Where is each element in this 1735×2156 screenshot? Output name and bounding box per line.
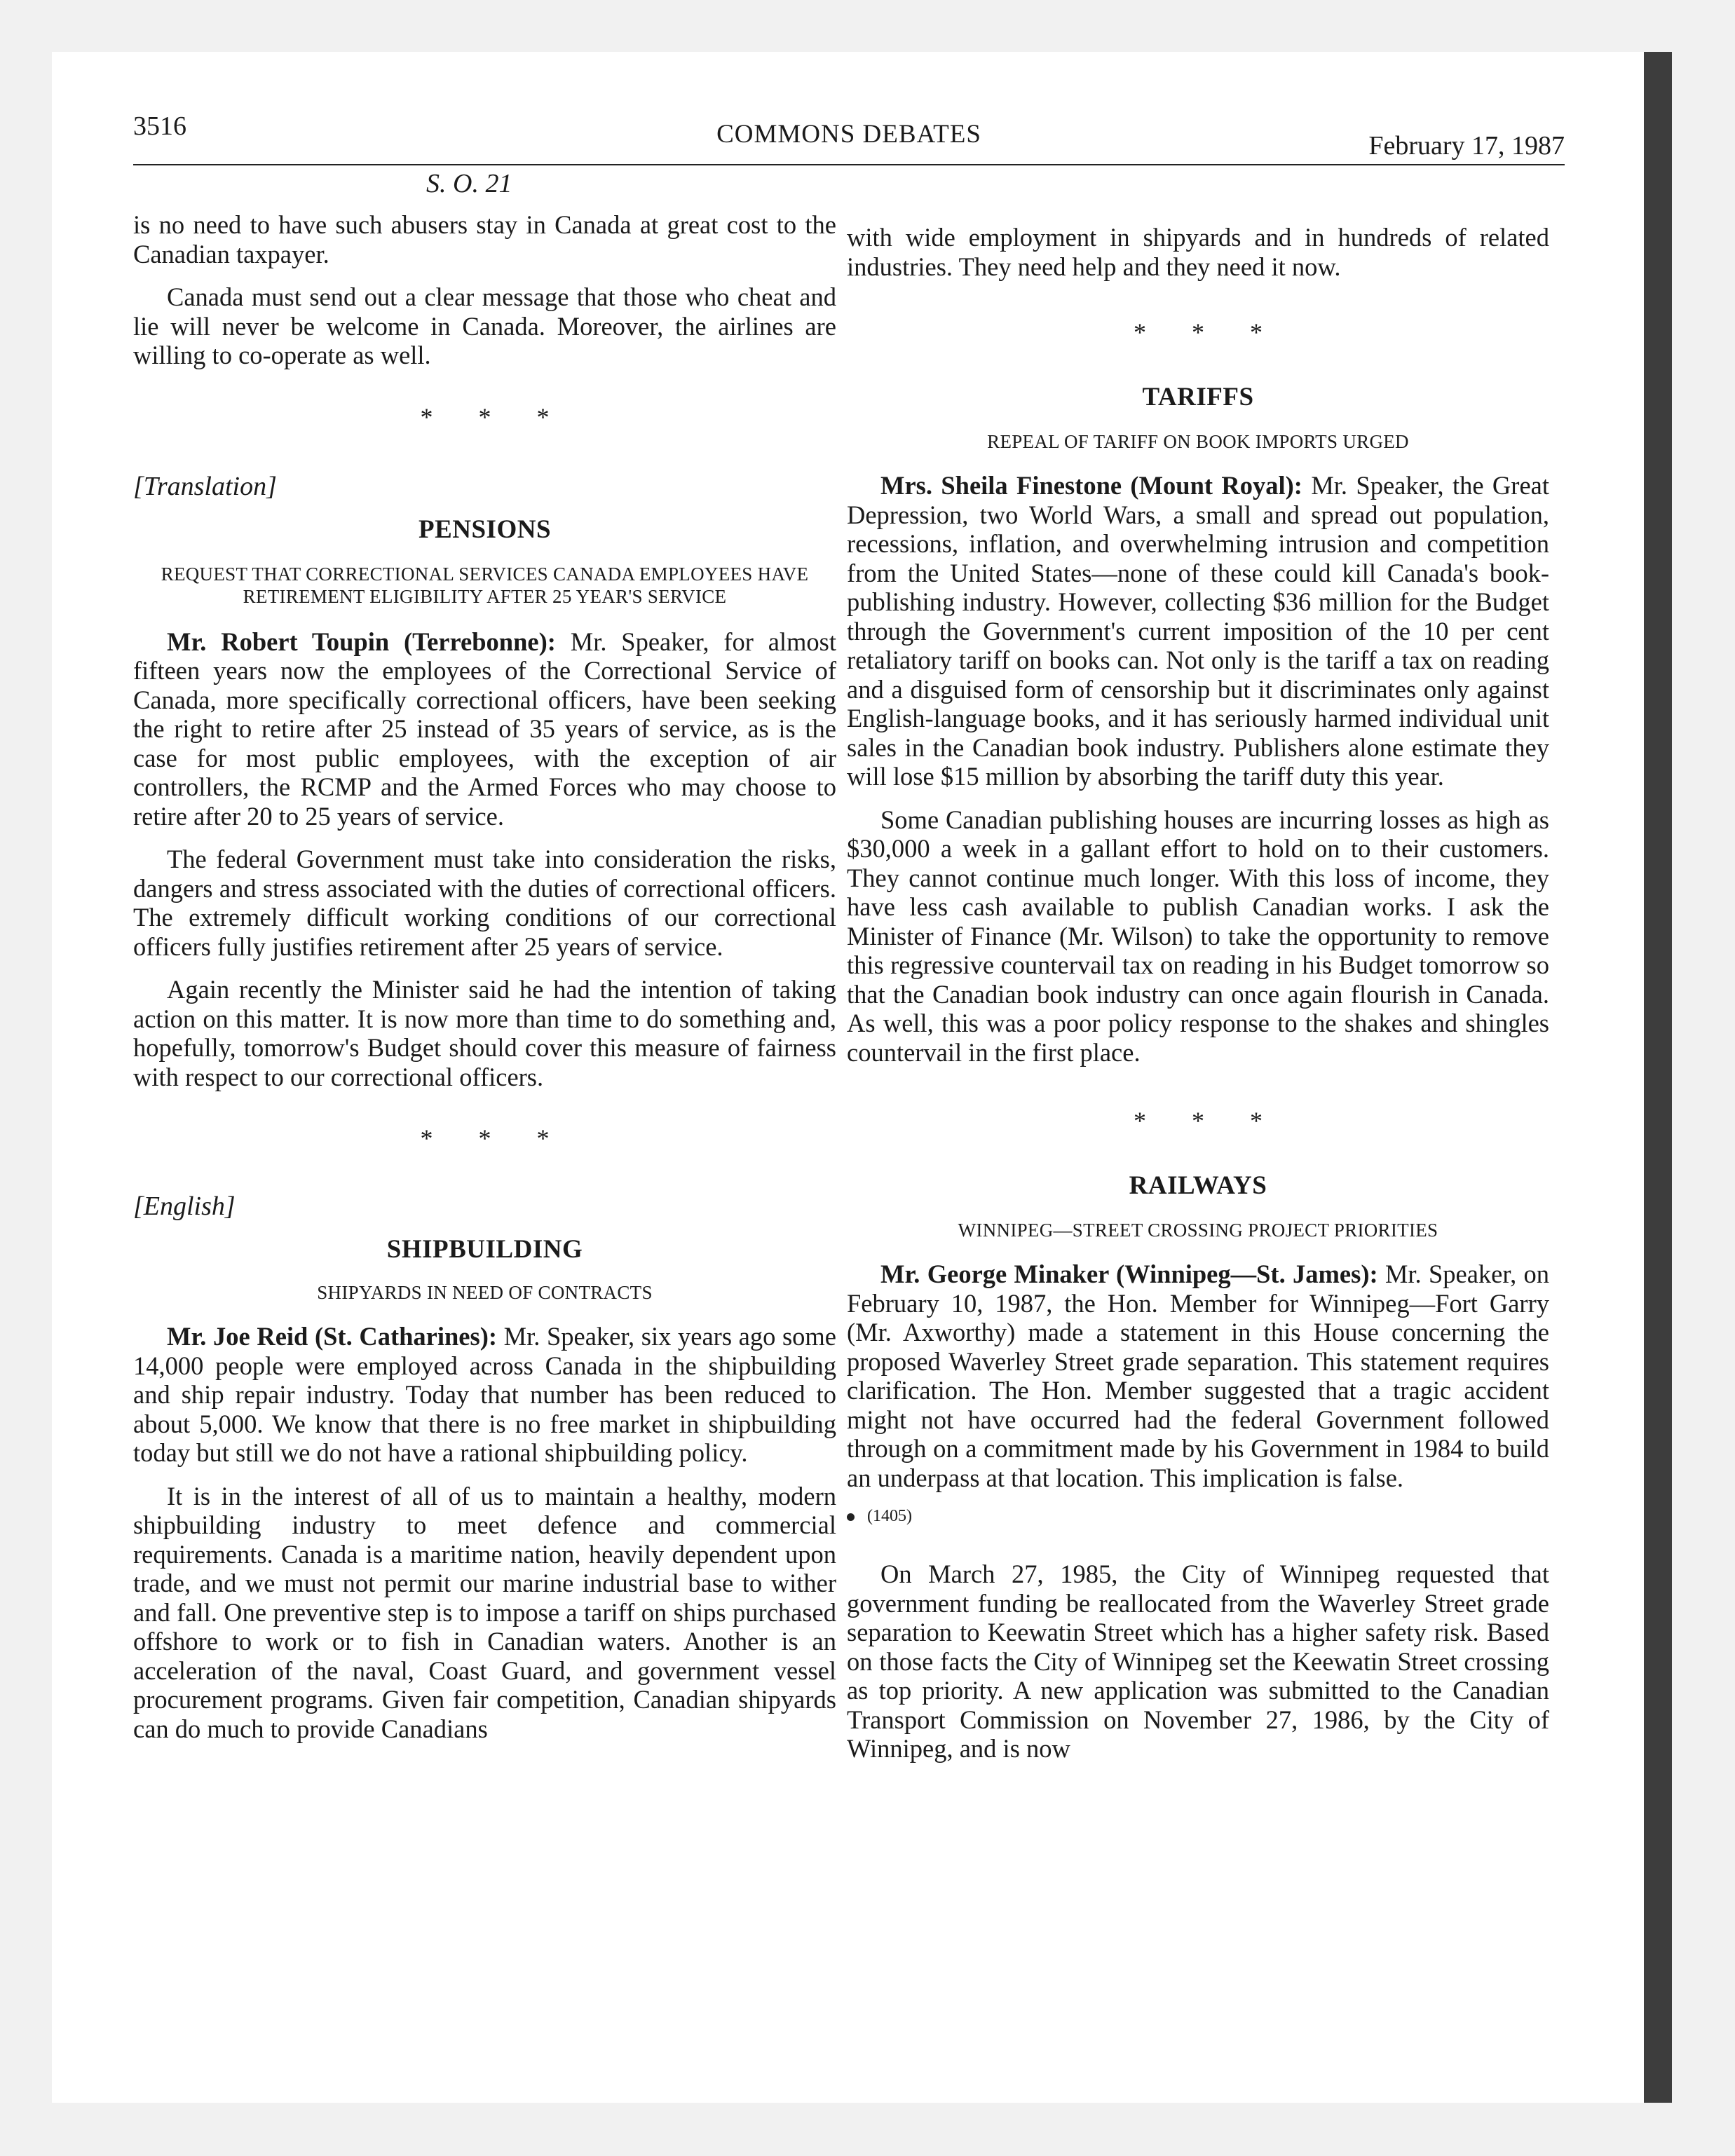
section-subheading: REPEAL OF TARIFF ON BOOK IMPORTS URGED [987, 431, 1409, 452]
speech-text: Mr. Speaker, on February 10, 1987, the Hon. Member for Winnipeg—Fort Garry (Mr. Axworthy) made a statement in this House concerning the proposed Waverley Street grade separation. This statement requires clarification. The Hon. Member suggested that a tragic accident might not have occurred had the federal Government followed through on a commitment made by his Government in 1984 to build an underpass at that location. This implication is false. [847, 1260, 1549, 1492]
section-marker: S. O. 21 [426, 169, 512, 198]
speaker-name: Mr. George Minaker (Winnipeg—St. James): [880, 1260, 1378, 1288]
paragraph: Some Canadian publishing houses are incurring losses as high as $30,000 a week in a gallant effort to hold on to their customers. They cannot continue much longer. With this loss of income, they have less cash available to publish Canadian works. I ask the Minister of Finance (Mr. Wilson) to take the opportunity to remove this regressive countervail tax on reading in his Budget tomorrow so that the Canadian book industry can once again flourish in Canada. As well, this was a poor policy response to the shakes and shingles countervail in the first place. [847, 805, 1549, 1067]
section-subheading: REQUEST THAT CORRECTIONAL SERVICES CANADA EMPLOYEES HAVE RETIREMENT ELIGIBILITY AFTER 25 YEAR'S SERVICE [161, 563, 809, 607]
speech-paragraph [133, 1322, 836, 1468]
paragraph: The federal Government must take into consideration the risks, dangers and stress associated with the duties of correctional officers. The extremely difficult working conditions of our correctional officers fully justifies retirement after 25 years of service. [133, 845, 836, 961]
paragraph: is no need to have such abusers stay in Canada at great cost to the Canadian taxpayer. [133, 210, 836, 268]
speech-text: Mr. Speaker, six years ago some 14,000 people were employed across Canada in the shipbuilding and ship repair industry. Today that number has been reduced to about 5,000. We know that there is no free market in shipbuilding today but still we do not have a rational shipbuilding policy. [133, 1322, 837, 1467]
paragraph: Canada must send out a clear message that those who cheat and lie will never be welcome in Canada. Moreover, the airlines are willing to co-operate as well. [133, 282, 836, 369]
bullet-dot-icon [847, 1513, 855, 1521]
header-rule [133, 164, 1565, 165]
speaker-name: Mr. Robert Toupin (Terrebonne): [167, 627, 556, 656]
speaker-name: Mrs. Sheila Finestone (Mount Royal): [880, 471, 1302, 500]
paragraph: Again recently the Minister said he had the intention of taking action on this matter. It is now more than time to do something and, hopefully, tomorrow's Budget should cover this measure of fairness with respect to our correctional officers. [133, 975, 836, 1091]
section-heading: SHIPBUILDING [386, 1235, 583, 1264]
paragraph: On March 27, 1985, the City of Winnipeg requested that government funding be reallocated from the Waverley Street grade separation to Keewatin Street which has a higher safety risk. Based on those facts the City of Winnipeg set the Keewatin Street crossing as top priority. A new application was submitted to the Canadian Transport Commission on November 27, 1986, by the City of Winnipeg, and is now [847, 1560, 1549, 1763]
right-column [847, 223, 1549, 1763]
language-marker: [English] [133, 1192, 236, 1221]
page-header [133, 105, 1565, 168]
speech-text: Mr. Speaker, the Great Depression, two World Wars, a small and spread out population, recessions, inflation, and overwhelming intrusion and competition from the United States—none of these could kill Canada's book-publishing industry. However, collecting $36 million for the Budget through the Government's current imposition of the 10 per cent retaliatory tariff on books can. Not only is the tariff a tax on reading and a disguised form of censorship but it discriminates only against English-language books, and it has seriously harmed individual unit sales in the Canadian book industry. Publishers alone estimate they will lose $15 million by absorbing the tariff duty this year. [847, 471, 1549, 791]
publication-title: COMMONS DEBATES [716, 120, 981, 149]
page-number: 3516 [133, 111, 186, 141]
paragraph: with wide employment in shipyards and in hundreds of related industries. They need help and they need it now. [847, 223, 1549, 281]
speech-paragraph [847, 1260, 1549, 1492]
scan-edge [1644, 52, 1672, 2103]
section-subheading: WINNIPEG—STREET CROSSING PROJECT PRIORITIES [958, 1220, 1438, 1241]
section-separator: * * * [420, 402, 569, 431]
speech-paragraph [847, 471, 1549, 791]
section-separator: * * * [1134, 1107, 1282, 1135]
section-heading: TARIFFS [1142, 383, 1254, 411]
section-heading: PENSIONS [418, 514, 552, 544]
language-marker: [Translation] [133, 471, 277, 501]
section-subheading: SHIPYARDS IN NEED OF CONTRACTS [317, 1282, 653, 1303]
page-date: February 17, 1987 [1368, 131, 1565, 161]
paragraph: It is in the interest of all of us to maintain a healthy, modern shipbuilding industry to meet defence and commercial requirements. Canada is a maritime nation, heavily dependent upon trade, and we must not permit our marine industrial base to wither and fall. One preventive step is to impose a tariff on ships purchased offshore to work or to fish in Canadian waters. Another is an acceleration of the naval, Coast Guard, and government vessel procurement programs. Given fair competition, Canadian shipyards can do much to provide Canadians [133, 1481, 836, 1743]
timestamp-text: (1405) [867, 1507, 912, 1525]
section-heading: RAILWAYS [1129, 1171, 1267, 1200]
speech-text: Mr. Speaker, for almost fifteen years now the employees of the Correctional Service of Canada, more specifically correctional officers, have been seeking the right to retire after 25 instead of 35 years of service, as is the case for most public employees, with the exception of air controllers, the RCMP and the Armed Forces who may choose to retire after 20 to 25 years of service. [133, 627, 837, 831]
left-column [133, 210, 836, 1743]
speech-paragraph [133, 627, 836, 831]
timestamp-marker [847, 1502, 1549, 1530]
speaker-name: Mr. Joe Reid (St. Catharines): [167, 1322, 497, 1351]
section-separator: * * * [1134, 318, 1282, 346]
section-separator: * * * [420, 1124, 569, 1152]
